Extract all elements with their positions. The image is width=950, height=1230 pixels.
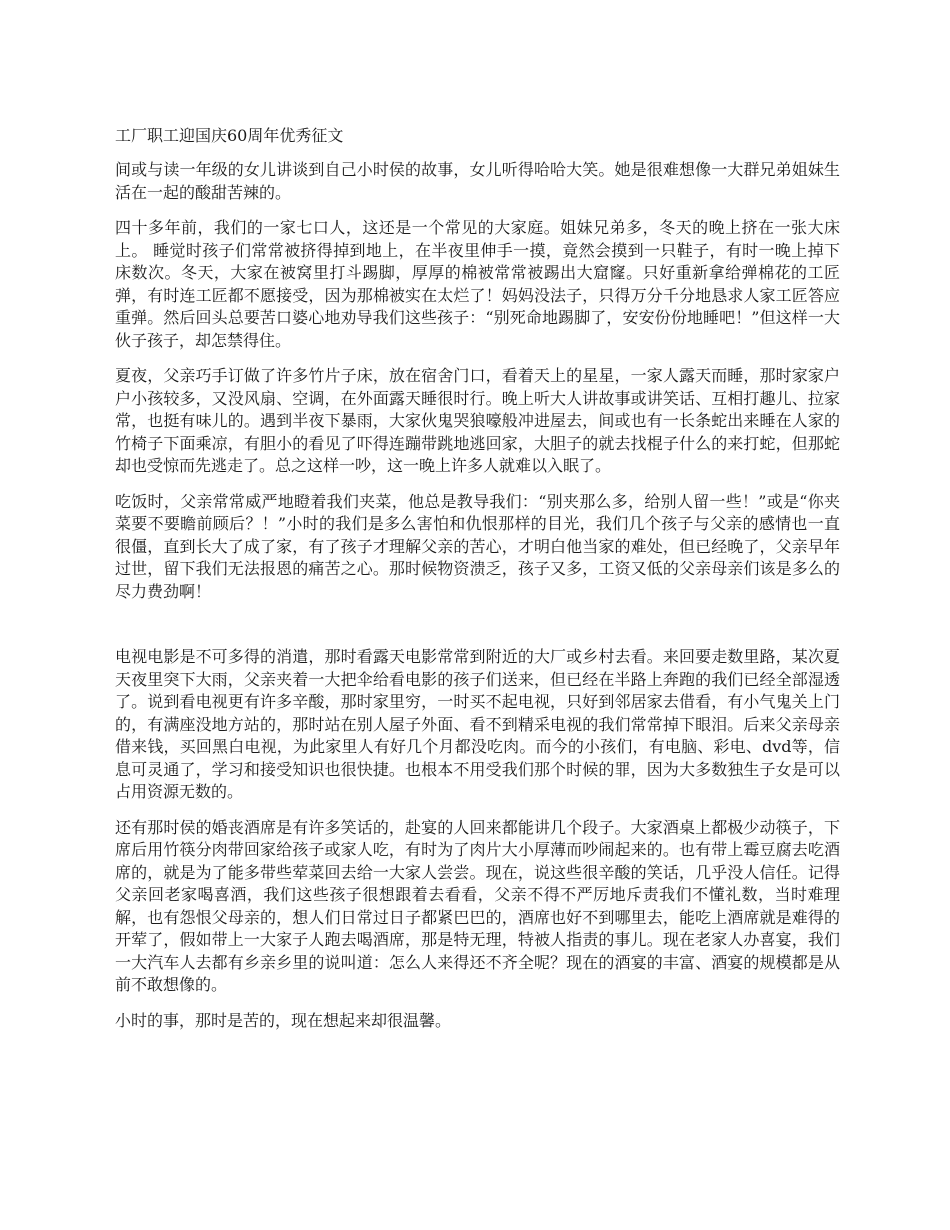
paragraph-3: 夏夜，父亲巧手订做了许多竹片子床，放在宿舍门口，看着天上的星星，一家人露天而睡，那时家家户户小孩较多，又没风扇、空调，在外面露天睡很时行。晚上听大人讲故事或讲笑话、互相打趣儿、拉家常，也挺有味儿的。遇到半夜下暴雨，大家伙鬼哭狼嚎般冲进屋去，间或也有一长条蛇出来睡在人家的竹椅子下面乘凉，有胆小的看见了吓得连蹦带跳地逃回家，大胆子的就去找棍子什么的来打蛇，但那蛇却也受惊而先逃走了。总之这样一吵，这一晚上许多人就难以入眠了。	[115, 366, 840, 475]
paragraph-2: 四十多年前，我们的一家七口人，这还是一个常见的大家庭。姐妹兄弟多，冬天的晚上挤在一张大床上。 睡觉时孩子们常常被挤得掉到地上，在半夜里伸手一摸，竟然会摸到一只鞋子，有时一晚上掉下床数次。冬天，大家在被窝里打斗踢脚，厚厚的棉被常常被踢出大窟窿。只好重新拿给弹棉花的工匠弹，有时连工匠都不愿接受，因为那棉被实在太烂了！妈妈没法子，只得万分千分地恳求人家工匠答应重弹。然后回头总要苦口婆心地劝导我们这些孩子：“别死命地踢脚了，安安份份地睡吧！”但这样一大伙子孩子，却怎禁得住。	[115, 218, 840, 350]
section-gap	[115, 616, 840, 646]
paragraph-7: 小时的事，那时是苦的，现在想起来却很温馨。	[115, 1010, 452, 1030]
paragraph-1: 间或与读一年级的女儿讲谈到自己小时侯的故事，女儿听得哈哈大笑。她是很难想像一大群兄弟姐妹生活在一起的酸甜苦辣的。	[115, 160, 840, 202]
paragraph-5: 电视电影是不可多得的消遣，那时看露天电影常常到附近的大厂或乡村去看。来回要走数里路，某次夏天夜里突下大雨，父亲夹着一大把伞给看电影的孩子们送来，但已经在半路上奔跑的我们已经全部湿透了。说到看电视更有许多辛酸，那时家里穷，一时买不起电视，只好到邻居家去借看，有小气鬼关上门的，有满座没地方站的，那时站在别人屋子外面、看不到精采电视的我们常常掉下眼泪。后来父亲母亲借来钱，买回黑白电视，为此家里人有好几个月都没吃肉。而今的小孩们，有电脑、彩电、dvd等，信息可灵通了，学习和接受知识也很快捷。也根本不用受我们那个时候的罪，因为大多数独生子女是可以占用资源无数的。	[115, 647, 840, 801]
paragraph-6: 还有那时侯的婚丧酒席是有许多笑话的，赴宴的人回来都能讲几个段子。大家酒桌上都极少动筷子，下席后用竹筷分肉带回家给孩子或家人吃，有时为了肉片大小厚薄而吵闹起来的。也有带上霉豆腐去吃酒席的，就是为了能多带些荤菜回去给一大家人尝尝。现在，说这些很辛酸的笑话，几乎没人信任。记得父亲回老家喝喜酒，我们这些孩子很想跟着去看看，父亲不得不严厉地斥责我们不懂礼数，当时难理解，也有怨恨父母亲的，想人们日常过日子都紧巴巴的，酒席也好不到哪里去，能吃上酒席就是难得的开荤了，假如带上一大家子人跑去喝酒席，那是特无理，特被人指责的事儿。现在老家人办喜宴，我们一大汽车人去都有乡亲乡里的说叫道：怎么人来得还不齐全呢？现在的酒宴的丰富、酒宴的规模都是从前不敢想像的。	[115, 817, 840, 994]
document-page	[115, 125, 840, 1045]
paragraph-4: 吃饭时，父亲常常威严地瞪着我们夹菜，他总是教导我们：“别夹那么多，给别人留一些！”或是“你夹菜要不要瞻前顾后？！”小时的我们是多么害怕和仇恨那样的目光，我们几个孩子与父亲的感情也一直很僵，直到长大了成了家，有了孩子才理解父亲的苦心，才明白他当家的难处，但已经晚了，父亲早年过世，留下我们无法报恩的痛苦之心。那时候物资溃乏，孩子又多，工资又低的父亲母亲们该是多么的尽力费劲啊！	[115, 491, 840, 601]
document-title: 工厂职工迎国庆60周年优秀征文	[115, 126, 344, 145]
